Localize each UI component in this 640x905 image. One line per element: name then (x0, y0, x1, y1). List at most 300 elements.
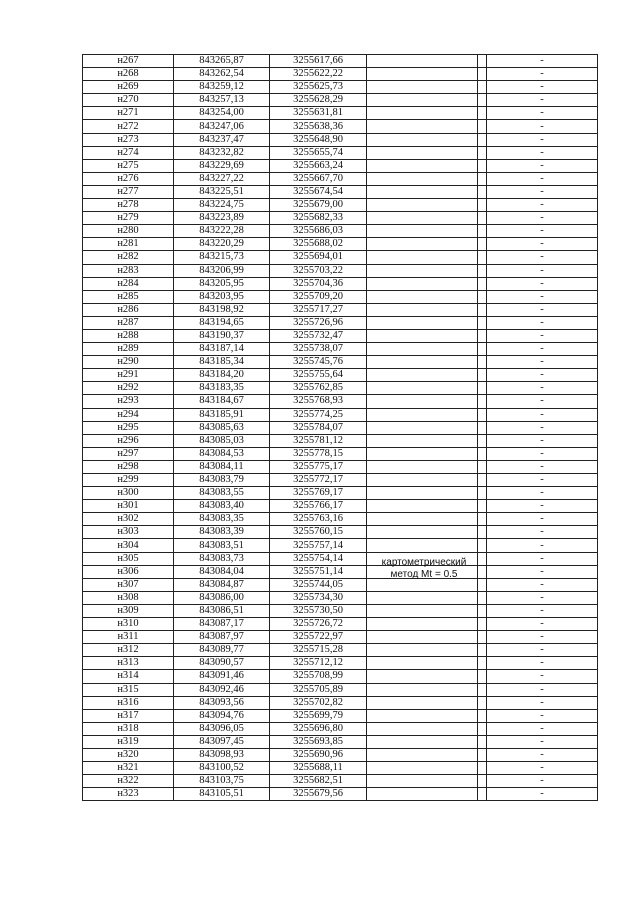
point-name-cell: н274 (83, 146, 174, 159)
y-coordinate-cell: 3255774,25 (270, 408, 367, 421)
table-row (83, 290, 598, 303)
x-coordinate-cell: 843220,29 (174, 238, 270, 251)
method-cell (367, 539, 478, 552)
method-cell (367, 225, 478, 238)
x-coordinate-cell: 843096,05 (174, 722, 270, 735)
coordinates-table-body (83, 55, 598, 801)
gap-cell (478, 500, 487, 513)
y-coordinate-cell: 3255781,12 (270, 434, 367, 447)
gap-cell (478, 238, 487, 251)
dash-cell: - (487, 303, 598, 316)
x-coordinate-cell: 843100,52 (174, 762, 270, 775)
x-coordinate-cell: 843086,00 (174, 591, 270, 604)
table-row (83, 329, 598, 342)
dash-cell: - (487, 277, 598, 290)
point-name-cell: н268 (83, 68, 174, 81)
method-cell (367, 513, 478, 526)
dash-cell: - (487, 513, 598, 526)
method-cell (367, 474, 478, 487)
table-row (83, 565, 598, 578)
dash-cell: - (487, 722, 598, 735)
y-coordinate-cell: 3255631,81 (270, 107, 367, 120)
table-row (83, 356, 598, 369)
method-cell (367, 526, 478, 539)
method-cell (367, 81, 478, 94)
y-coordinate-cell: 3255628,29 (270, 94, 367, 107)
x-coordinate-cell: 843086,51 (174, 604, 270, 617)
table-row (83, 238, 598, 251)
dash-cell: - (487, 172, 598, 185)
table-row (83, 159, 598, 172)
table-row (83, 120, 598, 133)
method-cell (367, 748, 478, 761)
point-name-cell: н283 (83, 264, 174, 277)
gap-cell (478, 683, 487, 696)
method-cell (367, 185, 478, 198)
gap-cell (478, 94, 487, 107)
dash-cell: - (487, 748, 598, 761)
gap-cell (478, 356, 487, 369)
x-coordinate-cell: 843225,51 (174, 185, 270, 198)
table-row (83, 185, 598, 198)
gap-cell (478, 513, 487, 526)
table-row (83, 644, 598, 657)
table-row (83, 343, 598, 356)
y-coordinate-cell: 3255688,02 (270, 238, 367, 251)
gap-cell (478, 434, 487, 447)
gap-cell (478, 735, 487, 748)
y-coordinate-cell: 3255667,70 (270, 172, 367, 185)
x-coordinate-cell: 843184,20 (174, 369, 270, 382)
y-coordinate-cell: 3255708,99 (270, 670, 367, 683)
method-cell (367, 683, 478, 696)
point-name-cell: н304 (83, 539, 174, 552)
x-coordinate-cell: 843105,51 (174, 788, 270, 801)
table-row (83, 382, 598, 395)
gap-cell (478, 762, 487, 775)
y-coordinate-cell: 3255751,14 (270, 565, 367, 578)
method-cell (367, 382, 478, 395)
table-row (83, 500, 598, 513)
gap-cell (478, 146, 487, 159)
dash-cell: - (487, 356, 598, 369)
y-coordinate-cell: 3255717,27 (270, 303, 367, 316)
y-coordinate-cell: 3255722,97 (270, 631, 367, 644)
gap-cell (478, 539, 487, 552)
dash-cell: - (487, 526, 598, 539)
gap-cell (478, 199, 487, 212)
gap-cell (478, 225, 487, 238)
y-coordinate-cell: 3255766,17 (270, 500, 367, 513)
point-name-cell: н310 (83, 618, 174, 631)
dash-cell: - (487, 94, 598, 107)
point-name-cell: н270 (83, 94, 174, 107)
point-name-cell: н317 (83, 709, 174, 722)
y-coordinate-cell: 3255694,01 (270, 251, 367, 264)
method-cell (367, 421, 478, 434)
dash-cell: - (487, 578, 598, 591)
method-cell (367, 735, 478, 748)
point-name-cell: н313 (83, 657, 174, 670)
method-cell (367, 762, 478, 775)
gap-cell (478, 212, 487, 225)
gap-cell (478, 748, 487, 761)
gap-cell (478, 68, 487, 81)
x-coordinate-cell: 843085,03 (174, 434, 270, 447)
dash-cell: - (487, 199, 598, 212)
gap-cell (478, 709, 487, 722)
y-coordinate-cell: 3255755,64 (270, 369, 367, 382)
table-row (83, 146, 598, 159)
x-coordinate-cell: 843097,45 (174, 735, 270, 748)
gap-cell (478, 696, 487, 709)
x-coordinate-cell: 843084,53 (174, 447, 270, 460)
x-coordinate-cell: 843083,79 (174, 474, 270, 487)
table-row (83, 591, 598, 604)
gap-cell (478, 343, 487, 356)
x-coordinate-cell: 843083,40 (174, 500, 270, 513)
point-name-cell: н308 (83, 591, 174, 604)
x-coordinate-cell: 843198,92 (174, 303, 270, 316)
method-cell (367, 356, 478, 369)
method-cell (367, 657, 478, 670)
method-cell (367, 447, 478, 460)
method-cell (367, 591, 478, 604)
point-name-cell: н275 (83, 159, 174, 172)
point-name-cell: н318 (83, 722, 174, 735)
dash-cell: - (487, 709, 598, 722)
dash-cell: - (487, 81, 598, 94)
x-coordinate-cell: 843084,87 (174, 578, 270, 591)
y-coordinate-cell: 3255732,47 (270, 329, 367, 342)
dash-cell: - (487, 408, 598, 421)
point-name-cell: н302 (83, 513, 174, 526)
point-name-cell: н307 (83, 578, 174, 591)
table-row (83, 657, 598, 670)
dash-cell: - (487, 696, 598, 709)
x-coordinate-cell: 843265,87 (174, 55, 270, 68)
y-coordinate-cell: 3255690,96 (270, 748, 367, 761)
table-row (83, 369, 598, 382)
gap-cell (478, 382, 487, 395)
y-coordinate-cell: 3255679,56 (270, 788, 367, 801)
point-name-cell: н292 (83, 382, 174, 395)
gap-cell (478, 657, 487, 670)
y-coordinate-cell: 3255744,05 (270, 578, 367, 591)
gap-cell (478, 395, 487, 408)
method-note (364, 557, 484, 581)
point-name-cell: н305 (83, 552, 174, 565)
method-cell (367, 68, 478, 81)
point-name-cell: н319 (83, 735, 174, 748)
method-cell (367, 238, 478, 251)
point-name-cell: н276 (83, 172, 174, 185)
y-coordinate-cell: 3255726,72 (270, 618, 367, 631)
method-cell (367, 487, 478, 500)
y-coordinate-cell: 3255703,22 (270, 264, 367, 277)
x-coordinate-cell: 843185,91 (174, 408, 270, 421)
point-name-cell: н314 (83, 670, 174, 683)
table-row (83, 408, 598, 421)
x-coordinate-cell: 843247,06 (174, 120, 270, 133)
x-coordinate-cell: 843232,82 (174, 146, 270, 159)
gap-cell (478, 722, 487, 735)
x-coordinate-cell: 843237,47 (174, 133, 270, 146)
y-coordinate-cell: 3255709,20 (270, 290, 367, 303)
gap-cell (478, 604, 487, 617)
point-name-cell: н267 (83, 55, 174, 68)
x-coordinate-cell: 843254,00 (174, 107, 270, 120)
point-name-cell: н306 (83, 565, 174, 578)
point-name-cell: н323 (83, 788, 174, 801)
y-coordinate-cell: 3255778,15 (270, 447, 367, 460)
method-cell (367, 264, 478, 277)
dash-cell: - (487, 343, 598, 356)
y-coordinate-cell: 3255784,07 (270, 421, 367, 434)
x-coordinate-cell: 843084,11 (174, 460, 270, 473)
x-coordinate-cell: 843083,39 (174, 526, 270, 539)
gap-cell (478, 421, 487, 434)
x-coordinate-cell: 843092,46 (174, 683, 270, 696)
x-coordinate-cell: 843091,46 (174, 670, 270, 683)
y-coordinate-cell: 3255712,12 (270, 657, 367, 670)
y-coordinate-cell: 3255763,16 (270, 513, 367, 526)
x-coordinate-cell: 843103,75 (174, 775, 270, 788)
dash-cell: - (487, 618, 598, 631)
y-coordinate-cell: 3255682,33 (270, 212, 367, 225)
dash-cell: - (487, 500, 598, 513)
table-row (83, 487, 598, 500)
method-cell (367, 343, 478, 356)
point-name-cell: н293 (83, 395, 174, 408)
point-name-cell: н281 (83, 238, 174, 251)
gap-cell (478, 447, 487, 460)
x-coordinate-cell: 843094,76 (174, 709, 270, 722)
dash-cell: - (487, 225, 598, 238)
point-name-cell: н321 (83, 762, 174, 775)
method-cell (367, 775, 478, 788)
method-cell (367, 369, 478, 382)
method-cell (367, 251, 478, 264)
method-line-1: картометрический (381, 557, 467, 568)
dash-cell: - (487, 631, 598, 644)
point-name-cell: н288 (83, 329, 174, 342)
x-coordinate-cell: 843085,63 (174, 421, 270, 434)
point-name-cell: н322 (83, 775, 174, 788)
dash-cell: - (487, 55, 598, 68)
gap-cell (478, 277, 487, 290)
table-row (83, 696, 598, 709)
table-row (83, 264, 598, 277)
gap-cell (478, 644, 487, 657)
point-name-cell: н295 (83, 421, 174, 434)
table-row (83, 460, 598, 473)
point-name-cell: н286 (83, 303, 174, 316)
point-name-cell: н294 (83, 408, 174, 421)
point-name-cell: н285 (83, 290, 174, 303)
dash-cell: - (487, 644, 598, 657)
point-name-cell: н269 (83, 81, 174, 94)
gap-cell (478, 474, 487, 487)
table-row (83, 447, 598, 460)
x-coordinate-cell: 843223,89 (174, 212, 270, 225)
method-cell (367, 434, 478, 447)
table-row (83, 303, 598, 316)
y-coordinate-cell: 3255674,54 (270, 185, 367, 198)
point-name-cell: н272 (83, 120, 174, 133)
dash-cell: - (487, 251, 598, 264)
gap-cell (478, 591, 487, 604)
x-coordinate-cell: 843206,99 (174, 264, 270, 277)
x-coordinate-cell: 843229,69 (174, 159, 270, 172)
point-name-cell: н287 (83, 316, 174, 329)
y-coordinate-cell: 3255754,14 (270, 552, 367, 565)
table-row (83, 722, 598, 735)
gap-cell (478, 185, 487, 198)
y-coordinate-cell: 3255760,15 (270, 526, 367, 539)
y-coordinate-cell: 3255705,89 (270, 683, 367, 696)
x-coordinate-cell: 843185,34 (174, 356, 270, 369)
table-row (83, 94, 598, 107)
gap-cell (478, 631, 487, 644)
dash-cell: - (487, 460, 598, 473)
method-line-2: метод Mt = 0.5 (390, 569, 458, 580)
method-cell (367, 329, 478, 342)
method-cell (367, 631, 478, 644)
table-row (83, 578, 598, 591)
gap-cell (478, 775, 487, 788)
gap-cell (478, 290, 487, 303)
y-coordinate-cell: 3255775,17 (270, 460, 367, 473)
gap-cell (478, 487, 487, 500)
dash-cell: - (487, 185, 598, 198)
table-row (83, 683, 598, 696)
method-cell (367, 303, 478, 316)
point-name-cell: н290 (83, 356, 174, 369)
method-cell (367, 408, 478, 421)
method-cell (367, 146, 478, 159)
x-coordinate-cell: 843190,37 (174, 329, 270, 342)
x-coordinate-cell: 843090,57 (174, 657, 270, 670)
x-coordinate-cell: 843083,55 (174, 487, 270, 500)
method-cell (367, 55, 478, 68)
gap-cell (478, 81, 487, 94)
table-row (83, 539, 598, 552)
point-name-cell: н289 (83, 343, 174, 356)
dash-cell: - (487, 159, 598, 172)
table-row (83, 775, 598, 788)
dash-cell: - (487, 107, 598, 120)
method-cell (367, 316, 478, 329)
table-row (83, 225, 598, 238)
x-coordinate-cell: 843205,95 (174, 277, 270, 290)
gap-cell (478, 107, 487, 120)
y-coordinate-cell: 3255688,11 (270, 762, 367, 775)
y-coordinate-cell: 3255768,93 (270, 395, 367, 408)
dash-cell: - (487, 434, 598, 447)
y-coordinate-cell: 3255648,90 (270, 133, 367, 146)
y-coordinate-cell: 3255622,22 (270, 68, 367, 81)
x-coordinate-cell: 843087,97 (174, 631, 270, 644)
x-coordinate-cell: 843093,56 (174, 696, 270, 709)
point-name-cell: н277 (83, 185, 174, 198)
dash-cell: - (487, 788, 598, 801)
gap-cell (478, 788, 487, 801)
y-coordinate-cell: 3255702,82 (270, 696, 367, 709)
method-cell (367, 460, 478, 473)
point-name-cell: н297 (83, 447, 174, 460)
point-name-cell: н300 (83, 487, 174, 500)
table-row (83, 670, 598, 683)
dash-cell: - (487, 670, 598, 683)
x-coordinate-cell: 843089,77 (174, 644, 270, 657)
dash-cell: - (487, 369, 598, 382)
y-coordinate-cell: 3255769,17 (270, 487, 367, 500)
point-name-cell: н282 (83, 251, 174, 264)
dash-cell: - (487, 329, 598, 342)
gap-cell (478, 303, 487, 316)
method-cell (367, 120, 478, 133)
table-row (83, 133, 598, 146)
table-row (83, 251, 598, 264)
point-name-cell: н316 (83, 696, 174, 709)
point-name-cell: н311 (83, 631, 174, 644)
x-coordinate-cell: 843098,93 (174, 748, 270, 761)
dash-cell: - (487, 264, 598, 277)
dash-cell: - (487, 238, 598, 251)
dash-cell: - (487, 382, 598, 395)
y-coordinate-cell: 3255617,66 (270, 55, 367, 68)
x-coordinate-cell: 843187,14 (174, 343, 270, 356)
dash-cell: - (487, 68, 598, 81)
y-coordinate-cell: 3255738,07 (270, 343, 367, 356)
point-name-cell: н291 (83, 369, 174, 382)
dash-cell: - (487, 133, 598, 146)
dash-cell: - (487, 552, 598, 565)
point-name-cell: н279 (83, 212, 174, 225)
x-coordinate-cell: 843259,12 (174, 81, 270, 94)
method-cell (367, 212, 478, 225)
y-coordinate-cell: 3255734,30 (270, 591, 367, 604)
dash-cell: - (487, 474, 598, 487)
table-row (83, 526, 598, 539)
point-name-cell: н278 (83, 199, 174, 212)
x-coordinate-cell: 843184,67 (174, 395, 270, 408)
table-row (83, 277, 598, 290)
gap-cell (478, 460, 487, 473)
y-coordinate-cell: 3255762,85 (270, 382, 367, 395)
method-cell (367, 670, 478, 683)
table-row (83, 474, 598, 487)
y-coordinate-cell: 3255757,14 (270, 539, 367, 552)
table-row (83, 748, 598, 761)
y-coordinate-cell: 3255682,51 (270, 775, 367, 788)
table-row (83, 68, 598, 81)
table-row (83, 199, 598, 212)
table-row (83, 618, 598, 631)
gap-cell (478, 159, 487, 172)
gap-cell (478, 369, 487, 382)
y-coordinate-cell: 3255638,36 (270, 120, 367, 133)
method-cell (367, 644, 478, 657)
dash-cell: - (487, 290, 598, 303)
method-cell (367, 277, 478, 290)
y-coordinate-cell: 3255625,73 (270, 81, 367, 94)
y-coordinate-cell: 3255699,79 (270, 709, 367, 722)
gap-cell (478, 526, 487, 539)
x-coordinate-cell: 843083,35 (174, 513, 270, 526)
method-cell (367, 94, 478, 107)
